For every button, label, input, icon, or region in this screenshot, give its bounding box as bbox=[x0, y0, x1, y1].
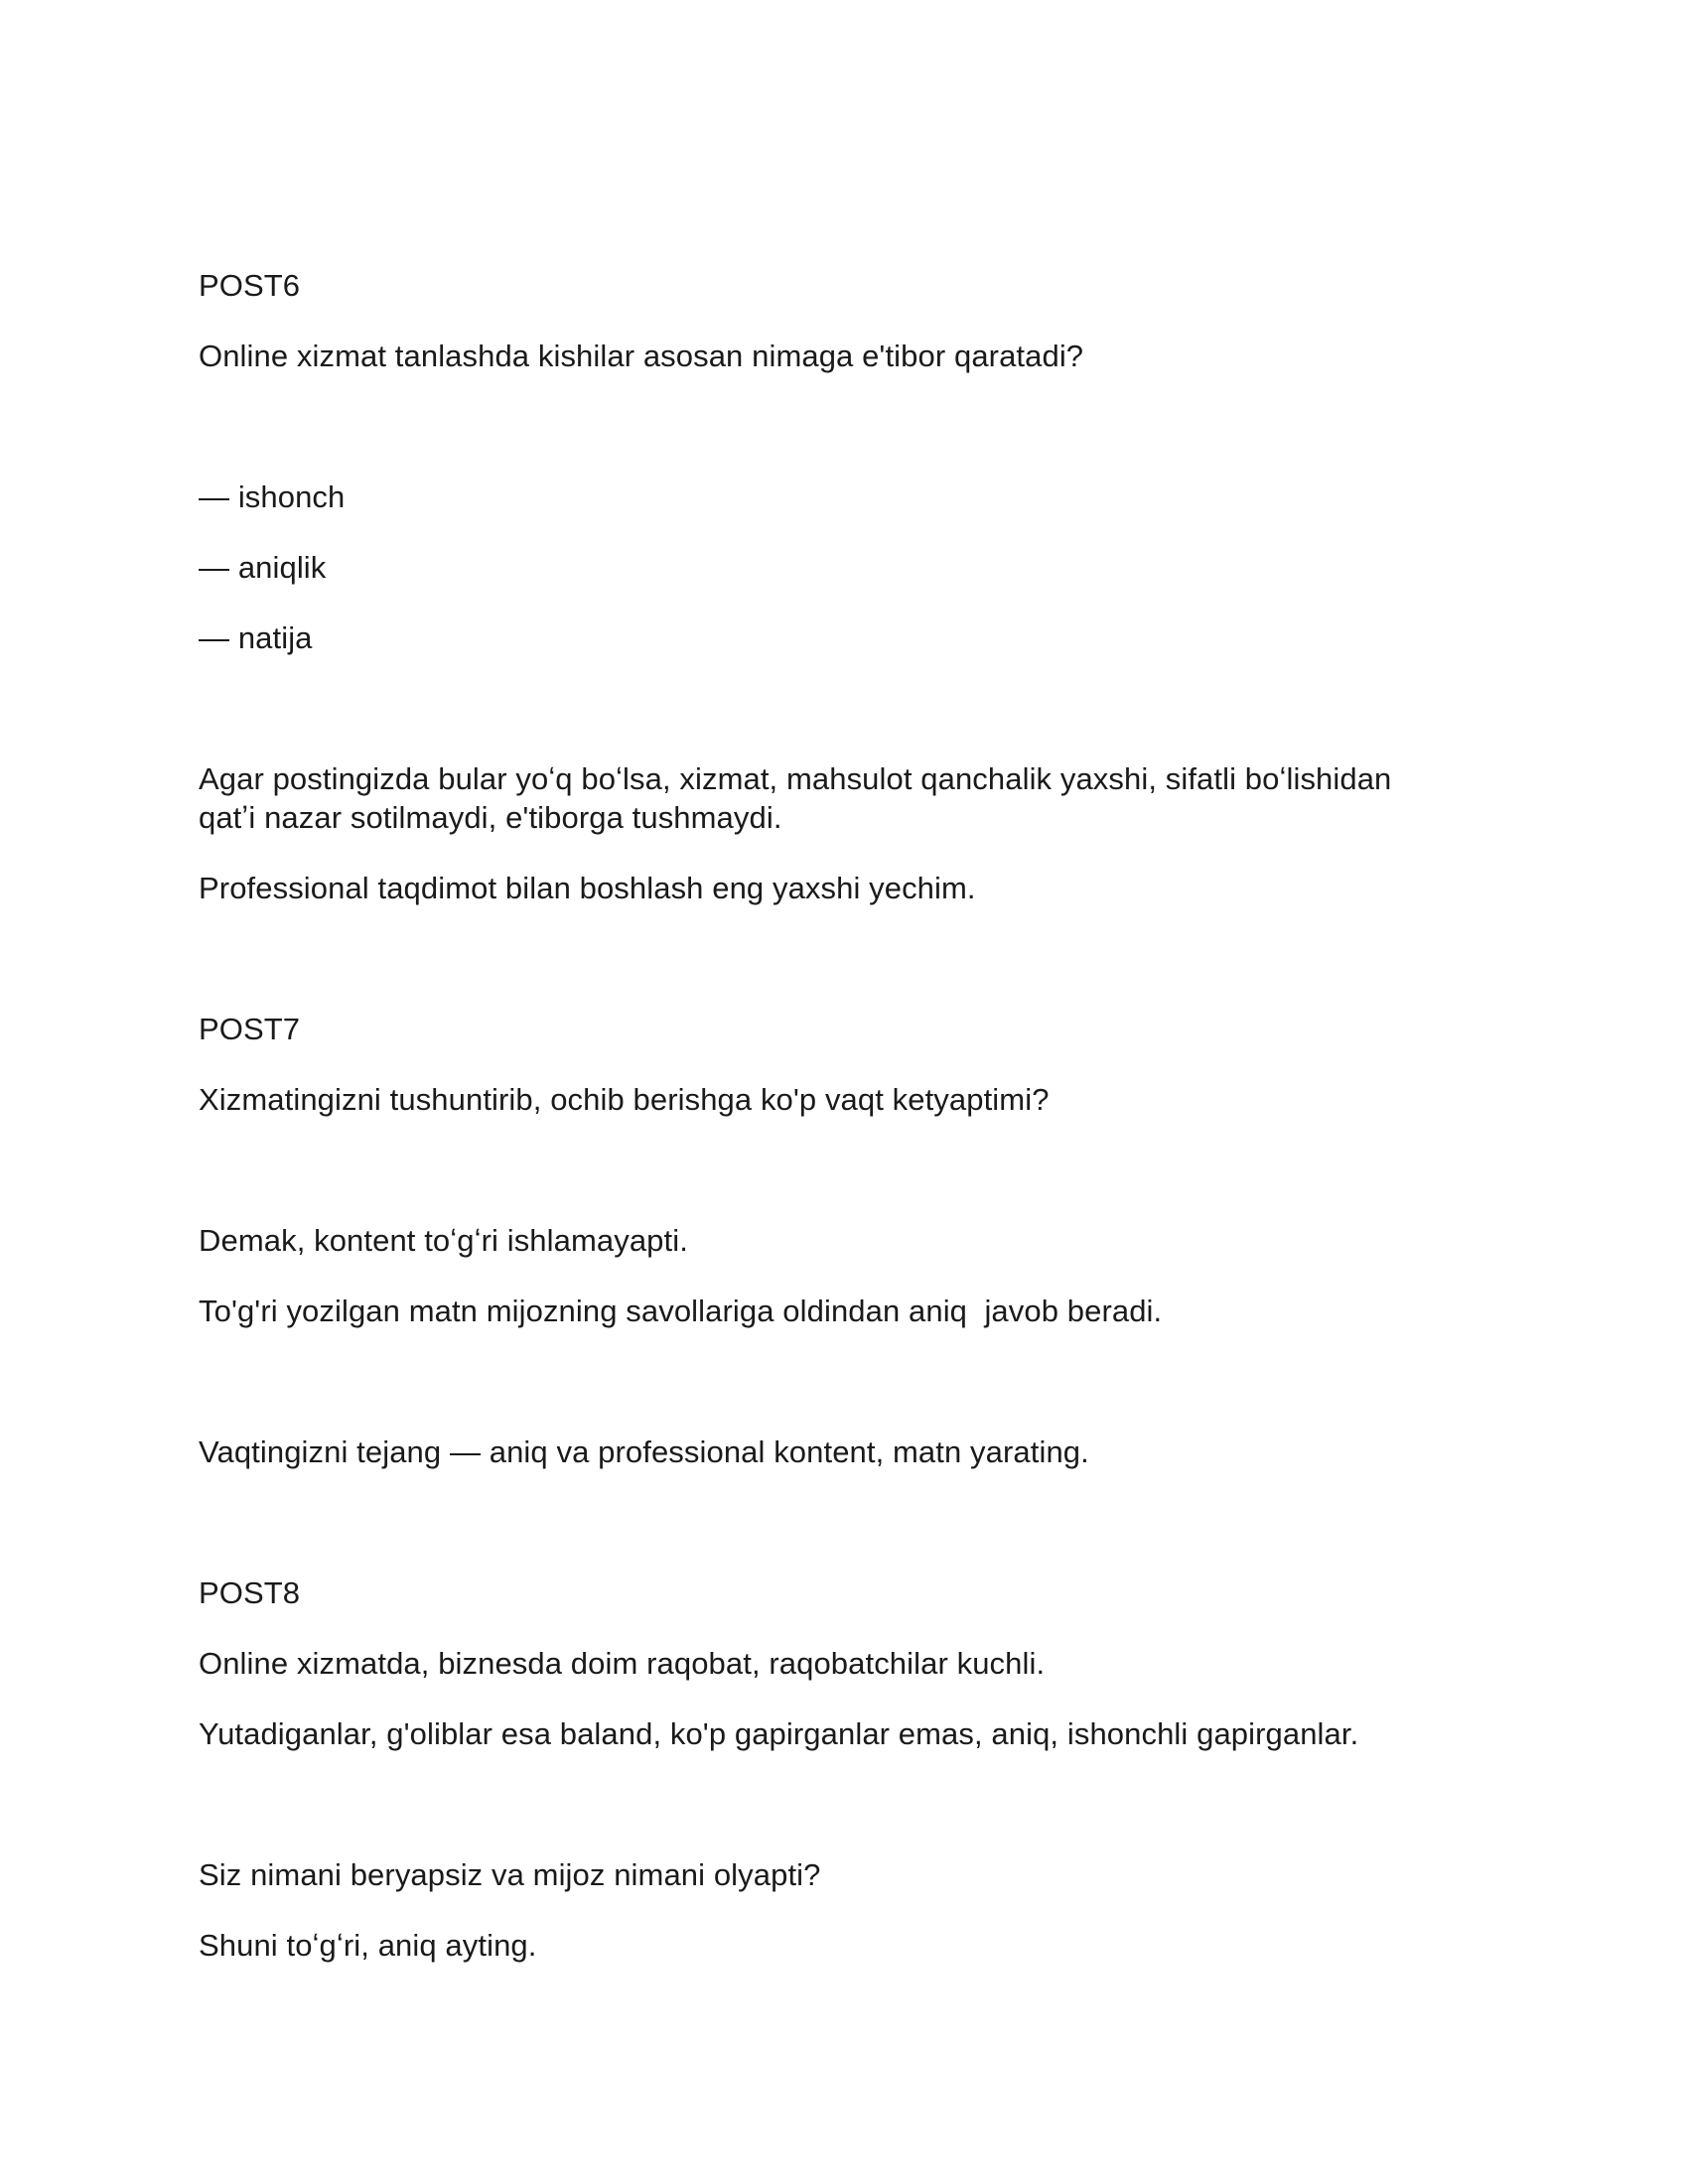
paragraph: POST7 bbox=[199, 1012, 301, 1046]
paragraph: Online xizmat tanlashda kishilar asosan nimaga e'tibor qaratadi? bbox=[199, 339, 1084, 373]
paragraph: POST8 bbox=[199, 1575, 301, 1610]
paragraph: — aniqlik bbox=[199, 550, 327, 585]
blank-line bbox=[199, 1785, 1430, 1824]
paragraph: Demak, kontent toʻgʻri ishlamayapti. bbox=[199, 1223, 688, 1258]
blank-line bbox=[199, 1151, 1430, 1189]
paragraph: Xizmatingizni tushuntirib, ochib berishga ko'p vaqt ketyaptimi? bbox=[199, 1082, 1050, 1117]
paragraph: Agar postingizda bular yoʻq boʻlsa, xizmat, mahsulot qanchalik yaxshi, sifatli boʻlishidan qatʼi nazar sotilmaydi, e'tiborga tushmaydi. bbox=[199, 761, 1401, 835]
paragraph: Shuni toʻgʻri, aniq ayting. bbox=[199, 1928, 537, 1963]
blank-line bbox=[199, 1503, 1430, 1542]
blank-line bbox=[199, 939, 1430, 978]
paragraph: Siz nimani beryapsiz va mijoz nimani olyapti? bbox=[199, 1857, 821, 1892]
blank-line bbox=[199, 689, 1430, 728]
paragraph: To'g'ri yozilgan matn mijozning savollariga oldindan aniq javob beradi. bbox=[199, 1294, 1163, 1328]
paragraph: — ishonch bbox=[199, 479, 346, 514]
paragraph: POST6 bbox=[199, 268, 301, 303]
blank-line bbox=[199, 1362, 1430, 1401]
paragraph: Online xizmatda, biznesda doim raqobat, raqobatchilar kuchli. bbox=[199, 1646, 1046, 1681]
paragraph: Yutadiganlar, g'oliblar esa baland, ko'p gapirganlar emas, aniq, ishonchli gapirganlar. bbox=[199, 1716, 1359, 1751]
paragraph: Professional taqdimot bilan boshlash eng yaxshi yechim. bbox=[199, 871, 976, 905]
paragraph: Vaqtingizni tejang — aniq va professional kontent, matn yarating. bbox=[199, 1434, 1089, 1469]
paragraph: — natija bbox=[199, 620, 313, 655]
blank-line bbox=[199, 407, 1430, 446]
